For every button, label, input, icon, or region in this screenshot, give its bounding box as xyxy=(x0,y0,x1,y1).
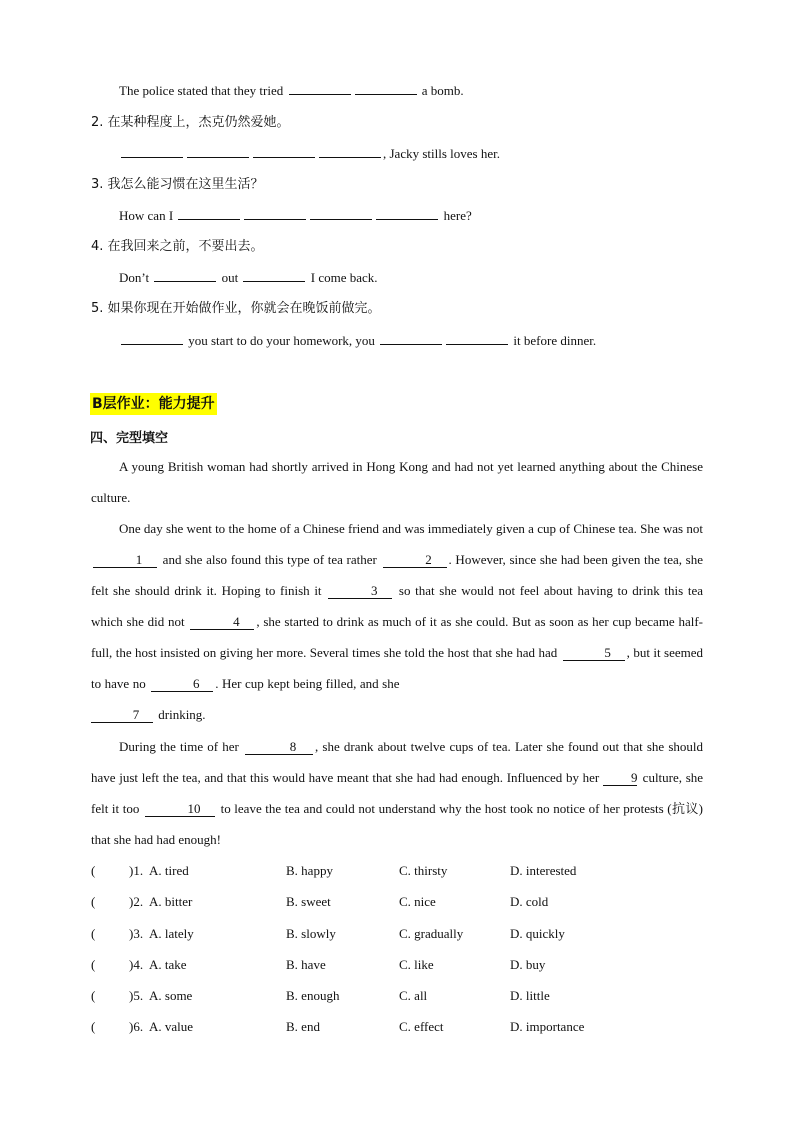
cloze-blank-2[interactable]: 2 xyxy=(383,553,447,568)
translation-item-5-english xyxy=(119,332,596,350)
sentence-text: you start to do your homework, you xyxy=(188,333,375,348)
passage-text: During the time of her xyxy=(119,739,239,754)
cloze-blank-9[interactable]: 9 xyxy=(603,771,637,786)
sentence-text: How can I xyxy=(119,208,174,223)
option-d[interactable]: D. interested xyxy=(510,863,577,878)
cloze-blank-6[interactable]: 6 xyxy=(151,677,213,692)
option-a[interactable]: A. value xyxy=(149,1019,194,1034)
cloze-blank-7[interactable]: 7 xyxy=(91,708,153,723)
translation-item-2-chinese: 2. 在某种程度上，杰克仍然爱她。 xyxy=(91,115,290,130)
translation-item-3-english xyxy=(119,207,472,225)
option-a[interactable]: A. bitter xyxy=(149,894,193,909)
answer-blank[interactable] xyxy=(446,332,508,345)
cloze-blank-8[interactable]: 8 xyxy=(245,740,313,755)
sentence-text: out xyxy=(221,270,239,285)
option-a[interactable]: A. tired xyxy=(149,863,189,878)
translation-item-1-english xyxy=(119,82,464,100)
sentence-text: , Jacky stills loves her. xyxy=(383,146,500,161)
question-number: )2. xyxy=(129,894,144,909)
answer-blank[interactable] xyxy=(244,207,306,220)
answer-blank[interactable] xyxy=(121,145,183,158)
option-d[interactable]: D. quickly xyxy=(510,926,565,941)
question-number: )5. xyxy=(129,988,144,1003)
answer-blank[interactable] xyxy=(243,269,305,282)
sentence-text: I come back. xyxy=(310,270,378,285)
passage-text: , she started to drink as much of it as she could. But as soon as her cup became half-full, the host insisted on giving her more. Several times she told the host that she had had xyxy=(91,614,703,660)
option-d[interactable]: D. importance xyxy=(510,1019,585,1034)
translation-item-2-english xyxy=(119,145,500,163)
passage-text: to leave the tea and could not understand why the host took no notice of her protests (抗议) that she had had enough! xyxy=(91,801,704,847)
passage-text: . Her cup kept being filled, and she xyxy=(215,676,400,691)
passage-text: culture, she felt it too xyxy=(91,770,704,816)
question-row xyxy=(91,987,691,1005)
cloze-blank-10[interactable]: 10 xyxy=(145,802,215,817)
answer-blank[interactable] xyxy=(380,332,442,345)
question-number: )4. xyxy=(129,957,144,972)
option-c[interactable]: C. all xyxy=(399,988,428,1003)
answer-paren[interactable]: ( xyxy=(91,1019,96,1034)
question-row xyxy=(91,893,691,911)
sentence-text: a bomb. xyxy=(421,83,464,98)
option-b[interactable]: B. end xyxy=(286,1019,320,1034)
option-c[interactable]: C. thirsty xyxy=(399,863,448,878)
option-a[interactable]: A. some xyxy=(149,988,193,1003)
passage-paragraph-2 xyxy=(91,513,703,730)
question-number: )1. xyxy=(129,863,144,878)
option-d[interactable]: D. buy xyxy=(510,957,546,972)
answer-blank[interactable] xyxy=(319,145,381,158)
answer-blank[interactable] xyxy=(310,207,372,220)
answer-blank[interactable] xyxy=(178,207,240,220)
passage-text: drinking. xyxy=(158,707,206,722)
option-d[interactable]: D. little xyxy=(510,988,550,1003)
option-b[interactable]: B. slowly xyxy=(286,926,336,941)
option-c[interactable]: C. nice xyxy=(399,894,436,909)
option-a[interactable]: A. take xyxy=(149,957,187,972)
question-number: )6. xyxy=(129,1019,144,1034)
question-number: )3. xyxy=(129,926,144,941)
question-row xyxy=(91,925,691,943)
answer-paren[interactable]: ( xyxy=(91,926,96,941)
option-b[interactable]: B. have xyxy=(286,957,326,972)
sentence-text: here? xyxy=(443,208,472,223)
option-c[interactable]: C. like xyxy=(399,957,434,972)
answer-blank[interactable] xyxy=(355,82,417,95)
cloze-blank-4[interactable]: 4 xyxy=(190,615,254,630)
option-b[interactable]: B. enough xyxy=(286,988,340,1003)
sentence-text: it before dinner. xyxy=(513,333,597,348)
answer-blank[interactable] xyxy=(253,145,315,158)
option-b[interactable]: B. happy xyxy=(286,863,333,878)
option-b[interactable]: B. sweet xyxy=(286,894,331,909)
passage-text: and she also found this type of tea rather xyxy=(162,552,377,567)
option-c[interactable]: C. effect xyxy=(399,1019,444,1034)
passage-text: so that she would not feel about having to drink this tea which she did not xyxy=(91,583,704,629)
passage-text: . However, since she had been given the tea, she felt she should drink it. Hoping to finish it xyxy=(91,552,703,598)
translation-item-3-chinese: 3. 我怎么能习惯在这里生活？ xyxy=(91,177,264,192)
option-d[interactable]: D. cold xyxy=(510,894,549,909)
answer-blank[interactable] xyxy=(376,207,438,220)
passage-paragraph-1: A young British woman had shortly arrived in Hong Kong and had not yet learned anything about the Chinese culture. xyxy=(91,459,703,505)
answer-paren[interactable]: ( xyxy=(91,957,96,972)
option-c[interactable]: C. gradually xyxy=(399,926,464,941)
cloze-blank-1[interactable]: 1 xyxy=(93,553,157,568)
question-row xyxy=(91,1018,691,1036)
answer-blank[interactable] xyxy=(289,82,351,95)
passage-text: , but it seemed to have no xyxy=(91,645,703,691)
cloze-blank-3[interactable]: 3 xyxy=(328,584,392,599)
question-row xyxy=(91,862,691,880)
answer-paren[interactable]: ( xyxy=(91,863,96,878)
question-row xyxy=(91,956,691,974)
cloze-blank-5[interactable]: 5 xyxy=(563,646,625,661)
answer-paren[interactable]: ( xyxy=(91,988,96,1003)
sentence-text: Don’t xyxy=(119,270,150,285)
answer-blank[interactable] xyxy=(154,269,216,282)
translation-item-4-chinese: 4. 在我回来之前，不要出去。 xyxy=(91,239,264,254)
section-title: B层作业：能力提升 xyxy=(90,393,217,415)
answer-blank[interactable] xyxy=(187,145,249,158)
sentence-text: The police stated that they tried xyxy=(119,83,284,98)
passage-text: One day she went to the home of a Chinese friend and was immediately given a cup of Chinese tea. She was not xyxy=(119,521,703,536)
passage-text: , she drank about twelve cups of tea. Later she found out that she should have just left the tea, and that this would have meant that she had had enough. Influenced by her xyxy=(91,739,704,785)
answer-blank[interactable] xyxy=(121,332,183,345)
section-subheading: 四、完型填空 xyxy=(90,431,169,446)
translation-item-4-english xyxy=(119,269,378,287)
translation-item-5-chinese: 5. 如果你现在开始做作业，你就会在晚饭前做完。 xyxy=(91,301,381,316)
answer-paren[interactable]: ( xyxy=(91,894,96,909)
passage-paragraph-3 xyxy=(91,731,703,855)
option-a[interactable]: A. lately xyxy=(149,926,194,941)
